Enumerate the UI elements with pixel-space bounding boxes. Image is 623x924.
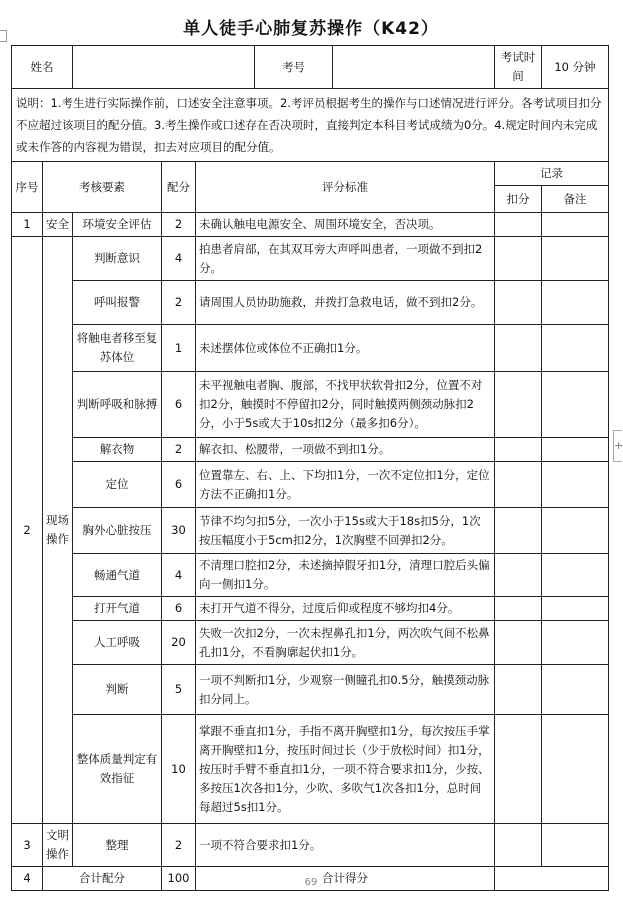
criteria-cell: 失败一次扣2分，一次未捏鼻孔扣1分，两次吹气间不松鼻孔扣1分，不看胸廓起伏扣1分。: [196, 621, 495, 665]
deduct-input[interactable]: [495, 508, 542, 554]
element-cell: 人工呼吸: [73, 621, 162, 665]
score-cell: 10: [162, 715, 196, 824]
instructions-note: 说明：1.考生进行实际操作前，口述安全注意事项。2.考评员根据考生的操作与口述情况进行评分。各考试项目扣分不应超过该项目的配分值。3.考生操作或口述存在否决项时，直接判定本科目考试成绩为0分。4.规定时间内未完成或未作答的内容视为错误，扣去对应项目的配分值。: [12, 89, 609, 162]
deduct-input[interactable]: [495, 621, 542, 665]
criteria-cell: 未打开气道不得分，过度后仰或程度不够均扣4分。: [196, 597, 495, 621]
exam-no-field[interactable]: [333, 46, 495, 89]
seq-cell: 2: [12, 237, 43, 824]
deduct-input[interactable]: [495, 554, 542, 597]
total-seq: 4: [12, 867, 43, 891]
score-cell: 2: [162, 438, 196, 462]
deduct-input[interactable]: [495, 597, 542, 621]
header-element: 考核要素: [43, 162, 162, 213]
header-deduct: 扣分: [495, 186, 542, 213]
score-cell: 20: [162, 621, 196, 665]
header-record: 记录: [495, 162, 609, 186]
criteria-cell: 掌跟不垂直扣1分，手指不离开胸壁扣1分，每次按压手掌离开胸壁扣1分，按压时间过长（少于放松时间）扣1分，按压时手臂不垂直扣1分，一项不符合要求扣1分，少按、多按压1次各扣1分，少吹、多吹气1次各扣1分，总时间每超过5s扣1分。: [196, 715, 495, 824]
exam-no-label: 考号: [255, 46, 333, 89]
expand-icon[interactable]: +: [613, 430, 622, 462]
deduct-input[interactable]: [495, 438, 542, 462]
deduct-input[interactable]: [495, 281, 542, 325]
remark-input[interactable]: [542, 281, 609, 325]
score-cell: 4: [162, 554, 196, 597]
element-cell: 畅通气道: [73, 554, 162, 597]
remark-input[interactable]: [542, 237, 609, 281]
time-label: 考试时间: [495, 46, 542, 89]
criteria-cell: 不清理口腔扣2分，未述摘掉假牙扣1分，清理口腔后头偏向一侧扣1分。: [196, 554, 495, 597]
criteria-cell: 拍患者肩部，在其双耳旁大声呼叫患者，一项做不到扣2分。: [196, 237, 495, 281]
criteria-cell: 未确认触电电源安全、周围环境安全，否决项。: [196, 213, 495, 237]
remark-input[interactable]: [542, 325, 609, 372]
element-cell: 呼叫报警: [73, 281, 162, 325]
element-cell: 将触电者移至复苏体位: [73, 325, 162, 372]
remark-input[interactable]: [542, 665, 609, 715]
deduct-input[interactable]: [495, 462, 542, 508]
total-result-label: 合计得分: [196, 867, 495, 891]
remark-input[interactable]: [542, 508, 609, 554]
element-cell: 判断: [73, 665, 162, 715]
remark-input[interactable]: [542, 372, 609, 438]
remark-input[interactable]: [542, 824, 609, 867]
criteria-cell: 请周围人员协助施救，并拨打急救电话，做不到扣2分。: [196, 281, 495, 325]
category-cell: 文明操作: [43, 824, 73, 867]
element-cell: 环境安全评估: [73, 213, 162, 237]
scoring-table: [11, 45, 609, 891]
seq-cell: 1: [12, 213, 43, 237]
deduct-input[interactable]: [495, 824, 542, 867]
total-label: 合计配分: [43, 867, 162, 891]
score-cell: 2: [162, 213, 196, 237]
score-cell: 5: [162, 665, 196, 715]
deduct-input[interactable]: [495, 237, 542, 281]
score-cell: 4: [162, 237, 196, 281]
remark-input[interactable]: [542, 597, 609, 621]
criteria-cell: 一项不判断扣1分，少观察一侧瞳孔扣0.5分，触摸颈动脉扣分同上。: [196, 665, 495, 715]
deduct-input[interactable]: [495, 665, 542, 715]
score-cell: 6: [162, 462, 196, 508]
criteria-cell: 解衣扣、松腰带，一项做不到扣1分。: [196, 438, 495, 462]
element-cell: 整体质量判定有效指征: [73, 715, 162, 824]
deduct-input[interactable]: [495, 372, 542, 438]
score-cell: 2: [162, 824, 196, 867]
seq-cell: 3: [12, 824, 43, 867]
header-criteria: 评分标准: [196, 162, 495, 213]
remark-input[interactable]: [542, 213, 609, 237]
criteria-cell: 位置靠左、右、上、下均扣1分，一次不定位扣1分，定位方法不正确扣1分。: [196, 462, 495, 508]
total-score: 100: [162, 867, 196, 891]
score-cell: 6: [162, 597, 196, 621]
element-cell: 打开气道: [73, 597, 162, 621]
score-cell: 30: [162, 508, 196, 554]
category-cell: 现场操作: [43, 237, 73, 824]
element-cell: 胸外心脏按压: [73, 508, 162, 554]
element-cell: 整理: [73, 824, 162, 867]
element-cell: 判断呼吸和脉搏: [73, 372, 162, 438]
name-field[interactable]: [73, 46, 255, 89]
page-number: 69: [304, 877, 318, 888]
header-score: 配分: [162, 162, 196, 213]
header-seq: 序号: [12, 162, 43, 213]
deduct-input[interactable]: [495, 213, 542, 237]
edge-mark: [0, 30, 7, 42]
element-cell: 解衣物: [73, 438, 162, 462]
remark-input[interactable]: [542, 554, 609, 597]
criteria-cell: 节律不均匀扣5分，一次小于15s或大于18s扣5分，1次按压幅度小于5cm扣2分，1次胸壁不回弹扣2分。: [196, 508, 495, 554]
score-cell: 1: [162, 325, 196, 372]
deduct-input[interactable]: [495, 325, 542, 372]
element-cell: 定位: [73, 462, 162, 508]
page-title: 单人徒手心肺复苏操作（K42）: [183, 19, 439, 39]
score-cell: 6: [162, 372, 196, 438]
element-cell: 判断意识: [73, 237, 162, 281]
name-label: 姓名: [12, 46, 73, 89]
remark-input[interactable]: [542, 715, 609, 824]
criteria-cell: 未述摆体位或体位不正确扣1分。: [196, 325, 495, 372]
category-cell: 安全: [43, 213, 73, 237]
time-value: 10 分钟: [542, 46, 609, 89]
header-remark: 备注: [542, 186, 609, 213]
remark-input[interactable]: [542, 438, 609, 462]
criteria-cell: 一项不符合要求扣1分。: [196, 824, 495, 867]
remark-input[interactable]: [542, 621, 609, 665]
remark-input[interactable]: [542, 462, 609, 508]
deduct-input[interactable]: [495, 715, 542, 824]
criteria-cell: 未平视触电者胸、腹部，不找甲状软骨扣2分，位置不对扣2分，触摸时不停留扣2分，同时触摸两侧颈动脉扣2分，小于5s或大于10s扣2分（最多扣6分）。: [196, 372, 495, 438]
score-cell: 2: [162, 281, 196, 325]
